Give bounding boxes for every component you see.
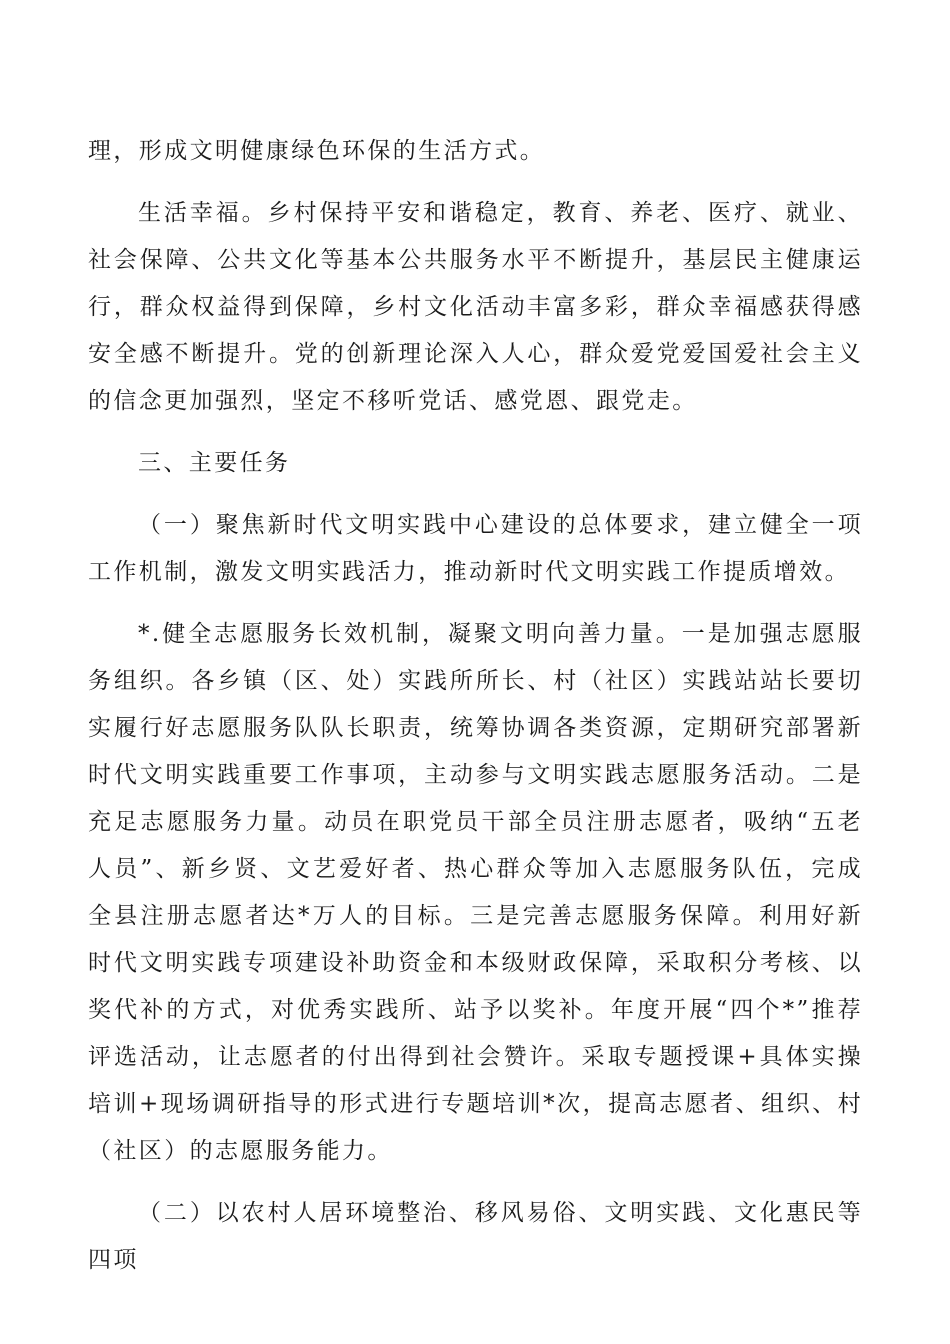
paragraph-volunteer-mechanism: *.健全志愿服务长效机制，凝聚文明向善力量。一是加强志愿服务组织。各乡镇（区、处）实践所所长、村（社区）实践站站长要切实履行好志愿服务队队长职责，统筹协调各类资源，定期研究部署新时代文明实践重要工作事项，主动参与文明实践志愿服务活动。二是充足志愿服务力量。动员在职党员干部全员注册志愿者，吸纳“五老人员”、新乡贤、文艺爱好者、热心群众等加入志愿服务队伍，完成全县注册志愿者达*万人的目标。三是完善志愿服务保障。利用好新时代文明实践专项建设补助资金和本级财政保障，采取积分考核、以奖代补的方式，对优秀实践所、站予以奖补。年度开展“四个*”推荐评选活动，让志愿者的付出得到社会赞许。采取专题授课+具体实操培训+现场调研指导的形式进行专题培训*次，提高志愿者、组织、村（社区）的志愿服务能力。	[88, 621, 863, 1164]
paragraph-life-happiness: 生活幸福。乡村保持平安和谐稳定，教育、养老、医疗、就业、社会保障、公共文化等基本公共服务水平不断提升，基层民主健康运行，群众权益得到保障，乡村文化活动丰富多彩，群众幸福感获得感安全感不断提升。党的创新理论深入人心，群众爱党爱国爱社会主义的信念更加强烈，坚定不移听党话、感党恩、跟党走。	[88, 200, 863, 414]
document-body	[88, 128, 863, 1299]
section-heading-main-tasks: 三、主要任务	[138, 450, 291, 476]
paragraph-continuation: 理，形成文明健康绿色环保的生活方式。	[88, 138, 546, 164]
subsection-heading-2: （二）以农村人居环境整治、移风易俗、文明实践、文化惠民等四项	[88, 1200, 863, 1273]
subsection-heading-1: （一）聚焦新时代文明实践中心建设的总体要求，建立健全一项工作机制，激发文明实践活力，推动新时代文明实践工作提质增效。	[88, 512, 863, 585]
